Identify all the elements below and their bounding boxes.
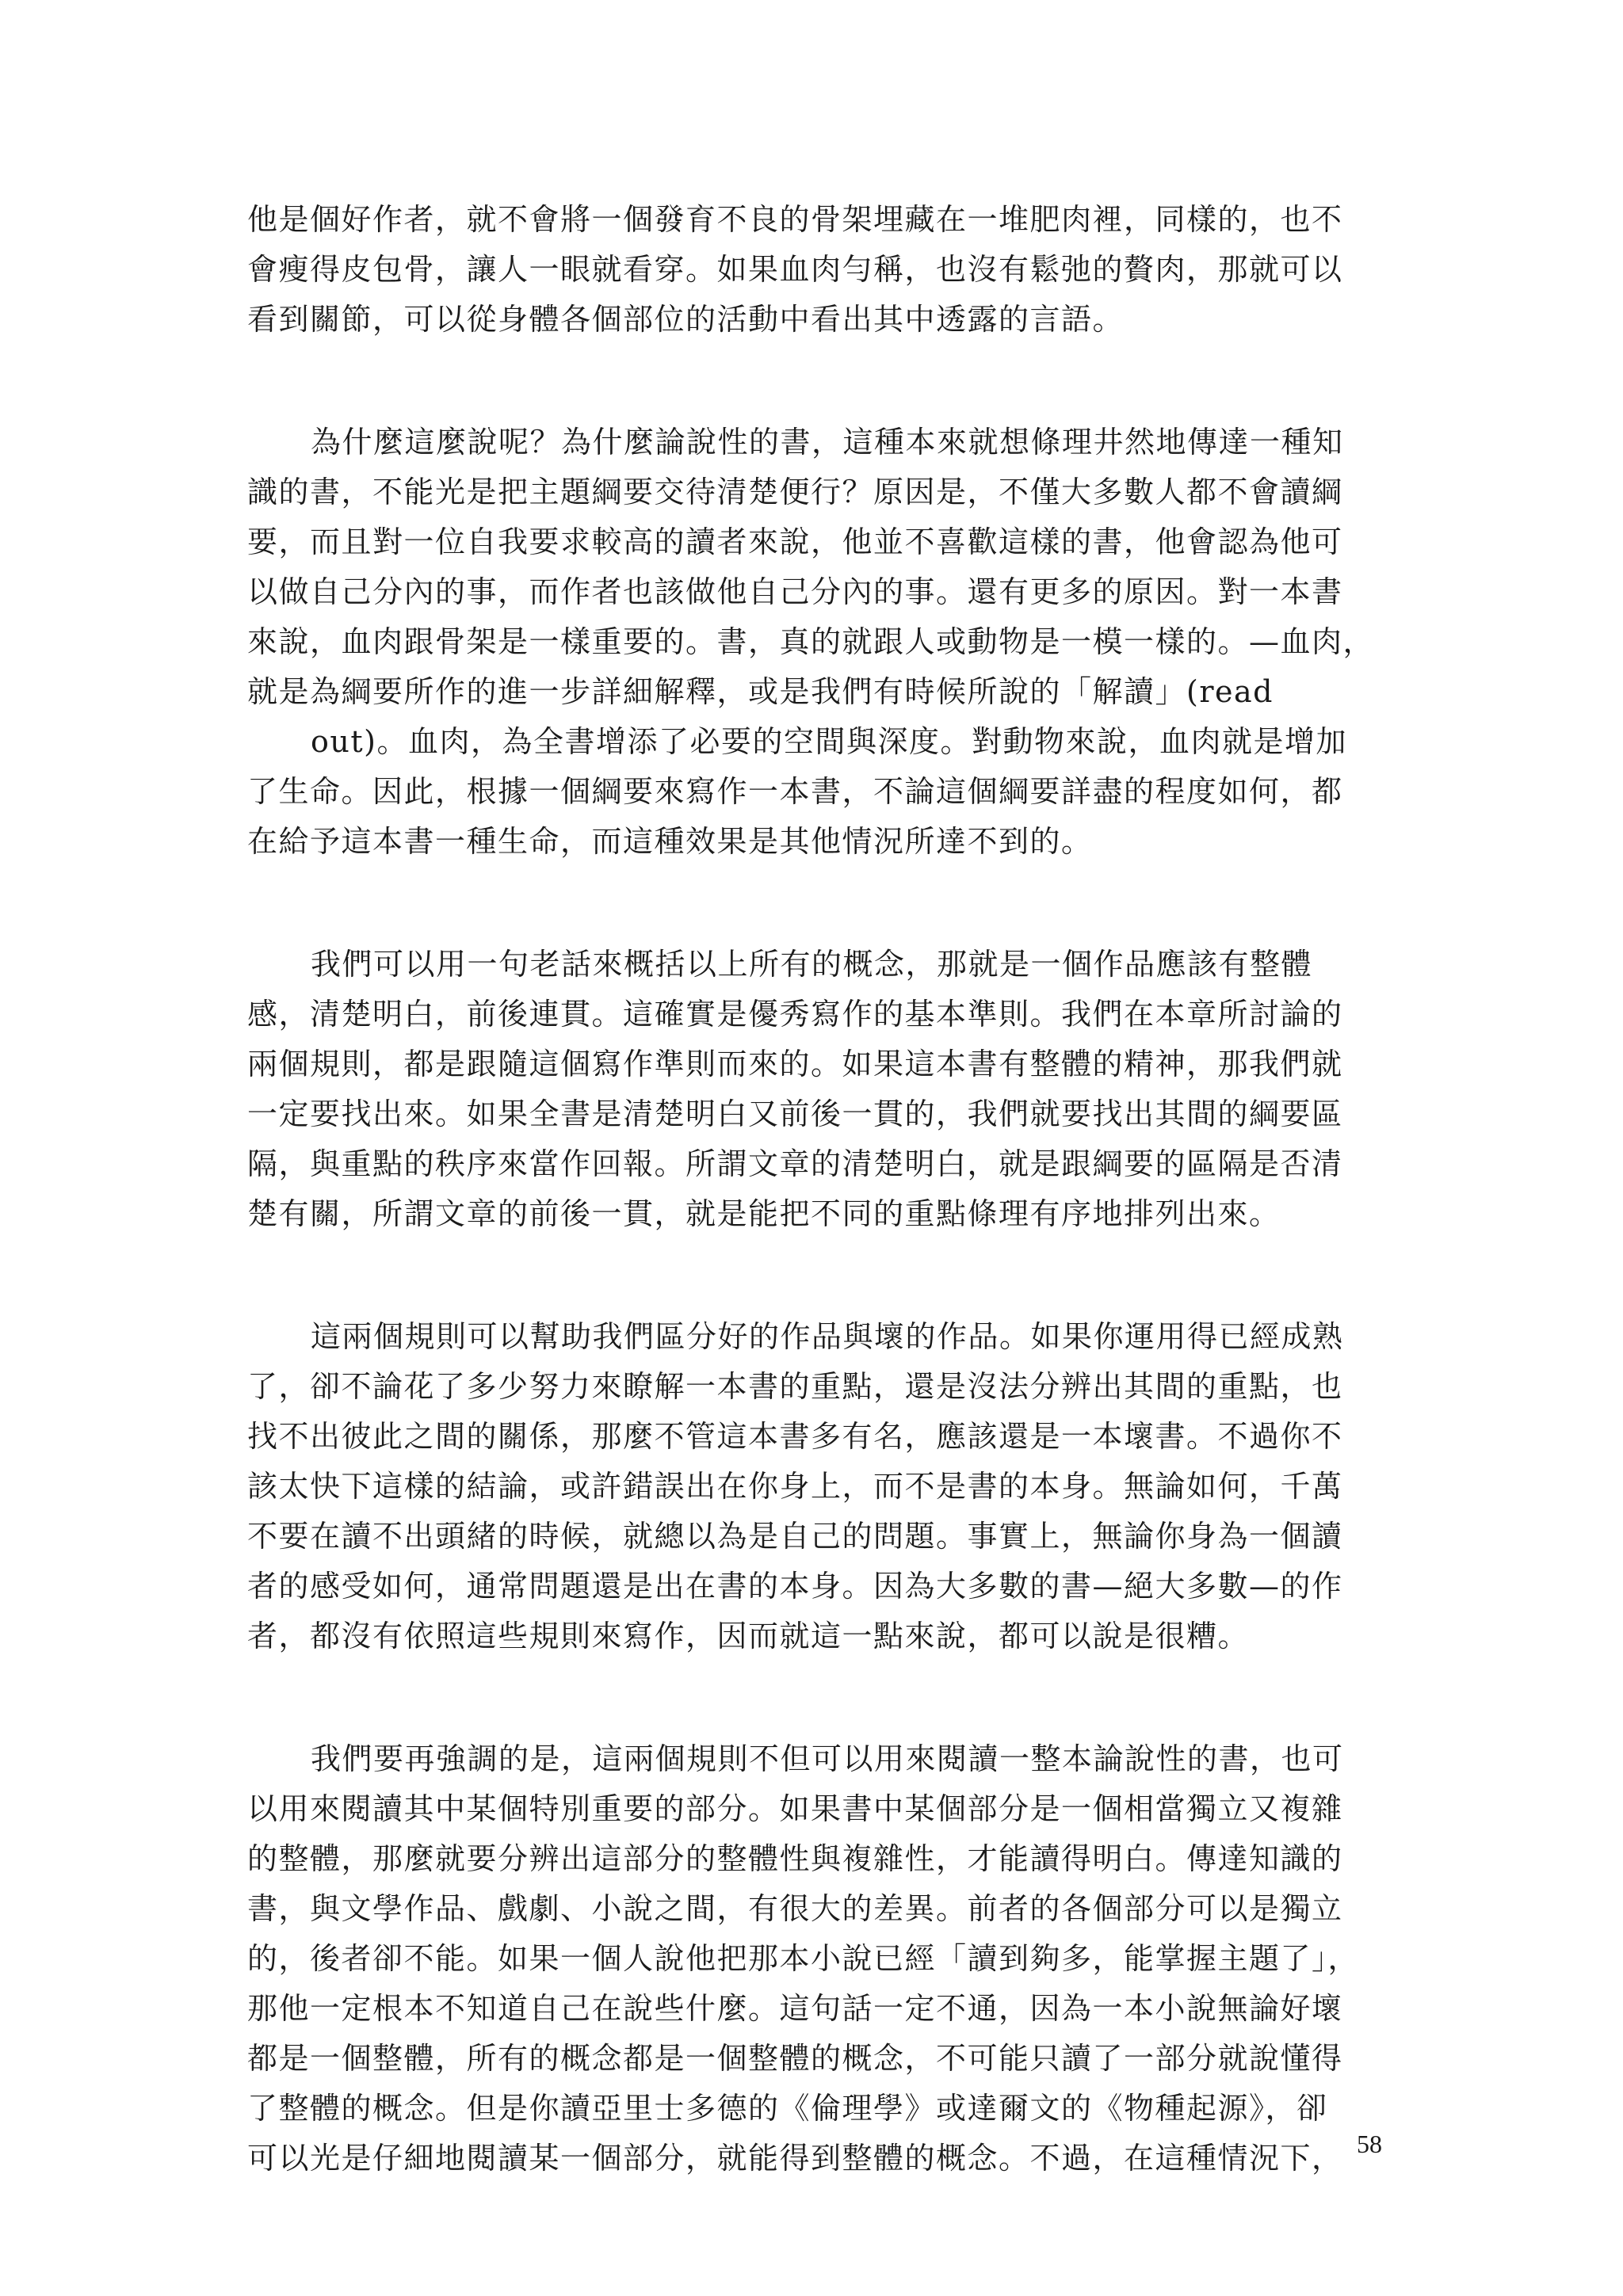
- paragraph-2: [247, 418, 1381, 867]
- text-line: 這兩個規則可以幫助我們區分好的作品與壞的作品。如果你運用得已經成熟: [311, 1319, 1344, 1354]
- text-line: 在給予這本書一種生命，而這種效果是其他情況所達不到的。: [247, 824, 1093, 859]
- paragraph-3: [247, 940, 1381, 1239]
- text-line: 的整體，那麼就要分辨出這部分的整體性與複雜性，才能讀得明白。傳達知識的: [247, 1841, 1343, 1876]
- text-line: 一定要找出來。如果全書是清楚明白又前後一貫的，我們就要找出其間的綱要區: [247, 1097, 1343, 1131]
- text-line: 者的感受如何，通常問題還是出在書的本身。因為大多數的書—絕大多數—的作: [247, 1569, 1343, 1604]
- text-line: 兩個規則，都是跟隨這個寫作準則而來的。如果這本書有整體的精神，那我們就: [247, 1047, 1343, 1081]
- text-line: 我們要再強調的是，這兩個規則不但可以用來閱讀一整本論說性的書，也可: [311, 1741, 1344, 1776]
- page-number: 58: [1357, 2130, 1382, 2158]
- text-line: 隔，與重點的秩序來當作回報。所謂文章的清楚明白，就是跟綱要的區隔是否清: [247, 1146, 1343, 1181]
- text-line: 者，都沒有依照這些規則來寫作，因而就這一點來說，都可以說是很糟。: [247, 1619, 1250, 1653]
- text-line: 就是為綱要所作的進一步詳細解釋，或是我們有時候所說的「解讀」(read: [247, 674, 1274, 709]
- text-line: 以做自己分內的事，而作者也該做他自己分內的事。還有更多的原因。對一本書: [247, 574, 1343, 609]
- text-line: 感，清楚明白，前後連貫。這確實是優秀寫作的基本準則。我們在本章所討論的: [247, 997, 1343, 1032]
- text-line: 了整體的概念。但是你讀亞里士多德的《倫理學》或達爾文的《物種起源》，卻: [247, 2091, 1328, 2126]
- text-line: 都是一個整體，所有的概念都是一個整體的概念，不可能只讀了一部分就說懂得: [247, 2041, 1343, 2076]
- text-line: out)。血肉，為全書增添了必要的空間與深度。對動物來說，血肉就是增加: [311, 724, 1347, 759]
- text-line: 可以光是仔細地閱讀某一個部分，就能得到整體的概念。不過，在這種情況下，: [247, 2141, 1343, 2176]
- text-line: 會瘦得皮包骨，讓人一眼就看穿。如果血肉勻稱，也沒有鬆弛的贅肉，那就可以: [247, 252, 1343, 287]
- text-line: 我們可以用一句老話來概括以上所有的概念，那就是一個作品應該有整體: [311, 947, 1313, 982]
- text-line: 書，與文學作品、戲劇、小說之間，有很大的差異。前者的各個部分可以是獨立: [247, 1891, 1343, 1926]
- text-line: 為什麼這麼說呢？為什麼論說性的書，這種本來就想條理井然地傳達一種知: [311, 425, 1344, 460]
- text-line: 了，卻不論花了多少努力來瞭解一本書的重點，還是沒法分辨出其間的重點，也: [247, 1369, 1343, 1404]
- text-line: 來說，血肉跟骨架是一樣重要的。書，真的就跟人或動物是一模一樣的。—血肉，: [247, 624, 1375, 659]
- paragraph-4: [247, 1312, 1381, 1661]
- text-line: 的，後者卻不能。如果一個人說他把那本小說已經「讀到夠多，能掌握主題了」，: [247, 1941, 1360, 1976]
- text-line: 以用來閱讀其中某個特別重要的部分。如果書中某個部分是一個相當獨立又複雜: [247, 1791, 1343, 1826]
- text-line: 要，而且對一位自我要求較高的讀者來說，他並不喜歡這樣的書，他會認為他可: [247, 524, 1343, 559]
- page-body: [247, 195, 1381, 2256]
- paragraph-5: [247, 1734, 1381, 2183]
- text-line: 不要在讀不出頭緒的時候，就總以為是自己的問題。事實上，無論你身為一個讀: [247, 1519, 1343, 1554]
- paragraph-1: [247, 195, 1381, 345]
- text-line: 那他一定根本不知道自己在說些什麼。這句話一定不通，因為一本小說無論好壞: [247, 1991, 1343, 2026]
- text-line: 找不出彼此之間的關係，那麼不管這本書多有名，應該還是一本壞書。不過你不: [247, 1419, 1343, 1454]
- text-line: 了生命。因此，根據一個綱要來寫作一本書，不論這個綱要詳盡的程度如何，都: [247, 774, 1343, 809]
- text-line: 該太快下這樣的結論，或許錯誤出在你身上，而不是書的本身。無論如何，千萬: [247, 1469, 1343, 1504]
- text-line: 他是個好作者，就不會將一個發育不良的骨架埋藏在一堆肥肉裡，同樣的，也不: [247, 202, 1343, 237]
- text-line: 楚有關，所謂文章的前後一貫，就是能把不同的重點條理有序地排列出來。: [247, 1196, 1281, 1231]
- text-line: 看到關節，可以從身體各個部位的活動中看出其中透露的言語。: [247, 302, 1125, 337]
- text-line: 識的書，不能光是把主題綱要交待清楚便行？原因是，不僅大多數人都不會讀綱: [247, 475, 1343, 509]
